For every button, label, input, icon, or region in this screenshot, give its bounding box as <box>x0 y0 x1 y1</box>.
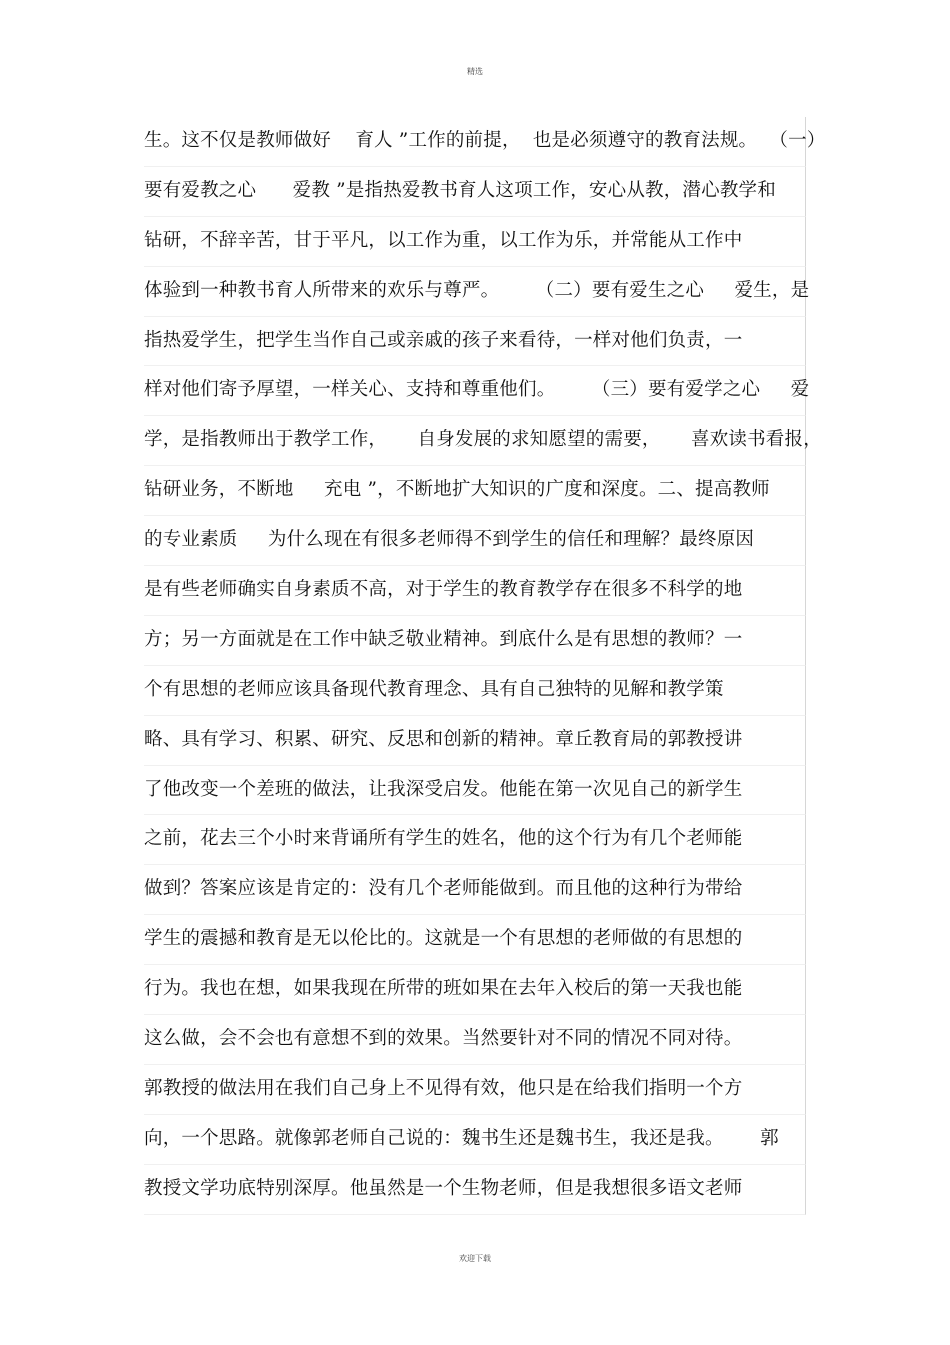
text-line <box>144 1115 806 1165</box>
text-line-content: 钻研业务，不断地 充电 ”，不断地扩大知识的广度和深度。二、提高教师 <box>144 479 770 501</box>
text-line <box>144 267 810 317</box>
text-line <box>144 1065 806 1115</box>
text-line-content: 行为。我也在想，如果我现在所带的班如果在去年入校后的第一天我也能 <box>144 978 743 1000</box>
text-line <box>144 1165 806 1215</box>
text-line <box>144 815 806 865</box>
text-line <box>144 616 806 666</box>
text-line <box>144 566 806 616</box>
text-line-content: 样对他们寄予厚望，一样关心、支持和尊重他们。 （三）要有爱学之心 爱 <box>144 379 810 401</box>
text-line-content: 向，一个思路。就像郭老师自己说的：魏书生还是魏书生，我还是我。 郭 <box>144 1127 779 1149</box>
text-line <box>144 466 806 516</box>
text-line-content: 之前，花去三个小时来背诵所有学生的姓名，他的这个行为有几个老师能 <box>144 828 743 850</box>
text-line-content: 教授文学功底特别深厚。他虽然是一个生物老师，但是我想很多语文老师 <box>144 1177 743 1199</box>
text-line-content: 学，是指教师出于教学工作， 自身发展的求知愿望的需要， 喜欢读书看报， <box>144 429 822 451</box>
document-body <box>144 117 826 1215</box>
text-line <box>144 167 806 217</box>
text-line-content: 了他改变一个差班的做法，让我深受启发。他能在第一次见自己的新学生 <box>144 778 743 800</box>
text-line <box>144 217 806 267</box>
text-line <box>144 366 810 416</box>
text-line-content: 略、具有学习、积累、研究、反思和创新的精神。章丘教育局的郭教授讲 <box>144 728 743 750</box>
text-line-content: 要有爱教之心 爱教 ”是指热爱教书育人这项工作，安心从教，潜心教学和 <box>144 179 776 201</box>
text-line <box>144 117 826 167</box>
text-line <box>144 766 806 816</box>
text-line <box>144 416 822 466</box>
page-footer-tag: 欢迎下载 <box>459 1254 491 1263</box>
text-line-content: 郭教授的做法用在我们自己身上不见得有效，他只是在给我们指明一个方 <box>144 1077 743 1099</box>
text-line-content: 这么做，会不会也有意想不到的效果。当然要针对不同的情况不同对待。 <box>144 1028 743 1050</box>
text-line-content: 生。这不仅是教师做好 育人 ”工作的前提， 也是必须遵守的教育法规。 （一） <box>144 130 826 151</box>
text-line-content: 钻研，不辞辛苦，甘于平凡，以工作为重，以工作为乐，并常能从工作中 <box>144 229 743 251</box>
text-line-content: 方；另一方面就是在工作中缺乏敬业精神。到底什么是有思想的教师？一 <box>144 628 743 650</box>
text-line <box>144 516 806 566</box>
text-line <box>144 666 806 716</box>
page-header-tag: 精选 <box>467 67 483 76</box>
text-line <box>144 915 806 965</box>
text-line <box>144 1015 806 1065</box>
text-line <box>144 317 806 367</box>
text-line-content: 是有些老师确实自身素质不高，对于学生的教育教学存在很多不科学的地 <box>144 579 743 601</box>
text-line <box>144 716 806 766</box>
text-line-content: 的专业素质 为什么现在有很多老师得不到学生的信任和理解？最终原因 <box>144 529 755 551</box>
text-line-content: 学生的震撼和教育是无以伦比的。这就是一个有思想的老师做的有思想的 <box>144 928 743 950</box>
text-line-content: 体验到一种教书育人所带来的欢乐与尊严。 （二）要有爱生之心 爱生，是 <box>144 279 810 301</box>
text-line <box>144 965 806 1015</box>
text-line <box>144 865 806 915</box>
text-line-content: 指热爱学生，把学生当作自己或亲戚的孩子来看待，一样对他们负责，一 <box>144 329 743 351</box>
text-line-content: 个有思想的老师应该具备现代教育理念、具有自己独特的见解和教学策 <box>144 678 724 700</box>
text-line-content: 做到？答案应该是肯定的：没有几个老师能做到。而且他的这种行为带给 <box>144 878 743 900</box>
